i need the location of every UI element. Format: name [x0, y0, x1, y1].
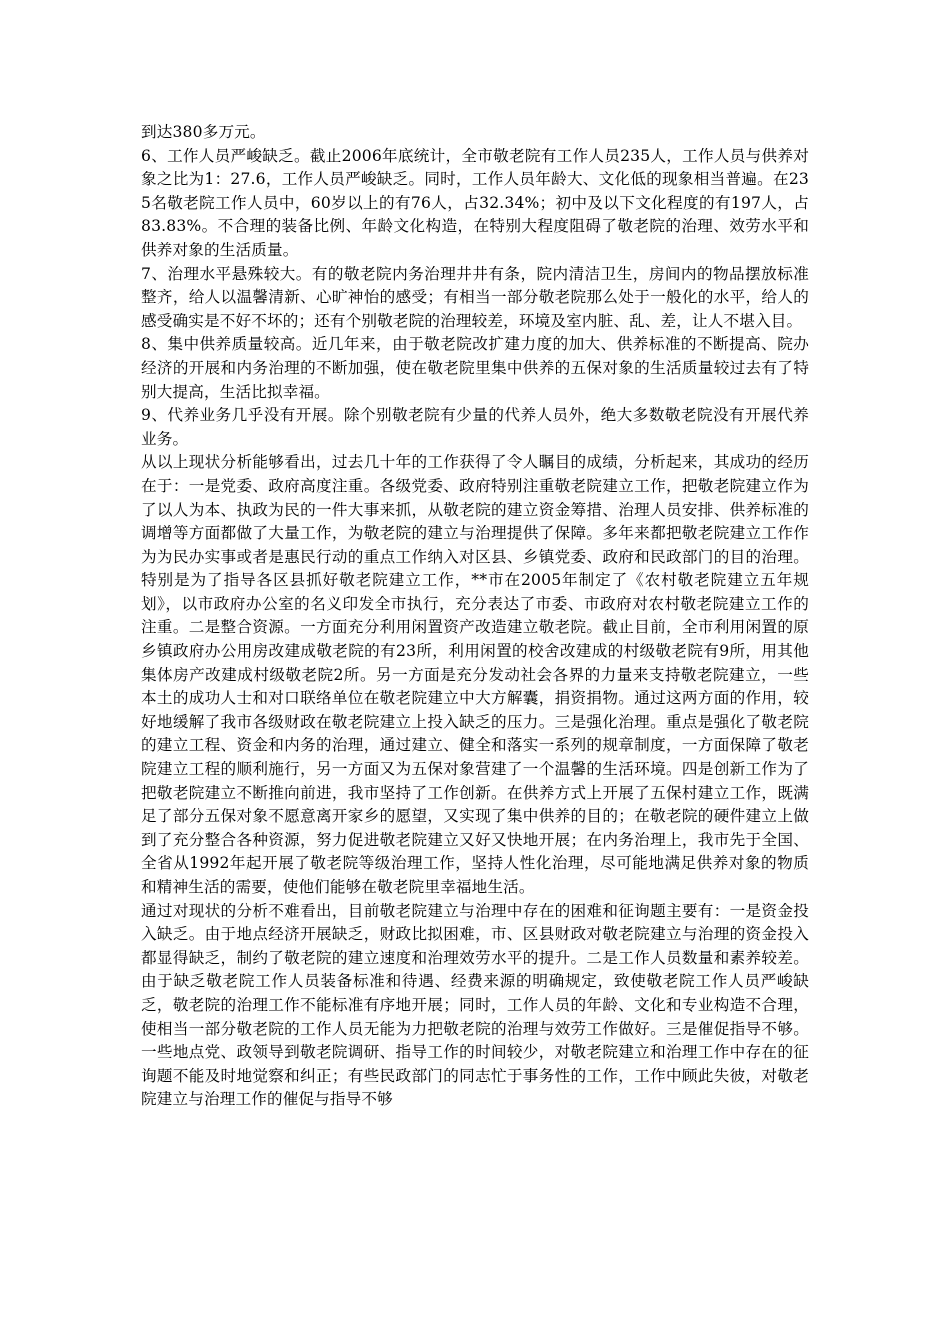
paragraph-item-8-support-quality: 8、集中供养质量较高。近几年来，由于敬老院改扩建力度的加大、供养标准的不断提高、院办经济的开展和内务治理的不断加强，使在敬老院里集中供养的五保对象的生活质量较过去有了特别大提高，生活比拟幸福。 [141, 335, 809, 401]
paragraph-item-7-management-level: 7、治理水平悬殊较大。有的敬老院内务治理井井有条，院内清洁卫生，房间内的物品摆放标准整齐，给人以温馨清新、心旷神怡的感受；有相当一部分敬老院那么处于一般化的水平，给人的感受确实是不好不坏的；还有个别敬老院的治理较差，环境及室内脏、乱、差，让人不堪入目。 [141, 264, 809, 330]
document-body [141, 121, 809, 1112]
paragraph-item-6-staff-shortage: 6、工作人员严峻缺乏。截止2006年底统计，全市敬老院有工作人员235人，工作人员与供养对象之比为1：27.6，工作人员严峻缺乏。同时，工作人员年龄大、文化低的现象相当普遍。在235名敬老院工作人员中，60岁以上的有76人，占32.34%；初中及以下文化程度的有197人，占83.83%。不合理的装备比例、年龄文化构造，在特别大程度阻碍了敬老院的治理、效劳水平和供养对象的生活质量。 [141, 146, 809, 259]
paragraph-problems-analysis: 通过对现状的分析不难看出，目前敬老院建立与治理中存在的困难和征询题主要有：一是资金投入缺乏。由于地点经济开展缺乏，财政比拟困难，市、区县财政对敬老院建立与治理的资金投入都显得缺乏，制约了敬老院的建立速度和治理效劳水平的提升。二是工作人员数量和素养较差。由于缺乏敬老院工作人员装备标准和待遇、经费来源的明确规定，致使敬老院工作人员严峻缺乏，敬老院的治理工作不能标准有序地开展；同时，工作人员的年龄、文化和专业构造不合理，使相当一部分敬老院的工作人员无能为力把敬老院的治理与效劳工作做好。三是催促指导不够。一些地点党、政领导到敬老院调研、指导工作的时间较少，对敬老院建立和治理工作中存在的征询题不能及时地觉察和纠正；有些民政部门的同志忙于事务性的工作，工作中顾此失彼，对敬老院建立与治理工作的催促与指导不够 [141, 901, 809, 1109]
paragraph-continuation: 到达380多万元。 [141, 123, 266, 141]
paragraph-item-9-proxy-care: 9、代养业务几乎没有开展。除个别敬老院有少量的代养人员外，绝大多数敬老院没有开展代养业务。 [141, 406, 809, 448]
paragraph-experience-analysis: 从以上现状分析能够看出，过去几十年的工作获得了令人瞩目的成绩，分析起来，其成功的经历在于：一是党委、政府高度注重。各级党委、政府特别注重敬老院建立工作，把敬老院建立作为了以人为本、执政为民的一件大事来抓，从敬老院的建立资金筹措、治理人员安排、供养标准的调增等方面都做了大量工作，为敬老院的建立与治理提供了保障。多年来都把敬老院建立工作作为为民办实事或者是惠民行动的重点工作纳入对区县、乡镇党委、政府和民政部门的目的治理。特别是为了指导各区县抓好敬老院建立工作，**市在2005年制定了《农村敬老院建立五年规划》，以市政府办公室的名义印发全市执行，充分表达了市委、市政府对农村敬老院建立工作的注重。二是整合资源。一方面充分利用闲置资产改造建立敬老院。截止目前，全市利用闲置的原乡镇政府办公用房改建成敬老院的有23所，利用闲置的校舍改建成的村级敬老院有9所，用其他集体房产改建成村级敬老院2所。另一方面是充分发动社会各界的力量来支持敬老院建立，一些本土的成功人士和对口联络单位在敬老院建立中大方解囊，捐资捐物。通过这两方面的作用，较好地缓解了我市各级财政在敬老院建立上投入缺乏的压力。三是强化治理。重点是强化了敬老院的建立工程、资金和内务的治理，通过建立、健全和落实一系列的规章制度，一方面保障了敬老院建立工程的顺利施行，另一方面又为五保对象营建了一个温馨的生活环境。四是创新工作为了把敬老院建立不断推向前进，我市坚持了工作创新。在供养方式上开展了五保村建立工作，既满足了部分五保对象不愿意离开家乡的愿望，又实现了集中供养的目的；在敬老院的硬件建立上做到了充分整合各种资源，努力促进敬老院建立又好又快地开展；在内务治理上，我市先于全国、全省从1992年起开展了敬老院等级治理工作，坚持人性化治理，尽可能地满足供养对象的物质和精神生活的需要，使他们能够在敬老院里幸福地生活。 [141, 453, 809, 896]
